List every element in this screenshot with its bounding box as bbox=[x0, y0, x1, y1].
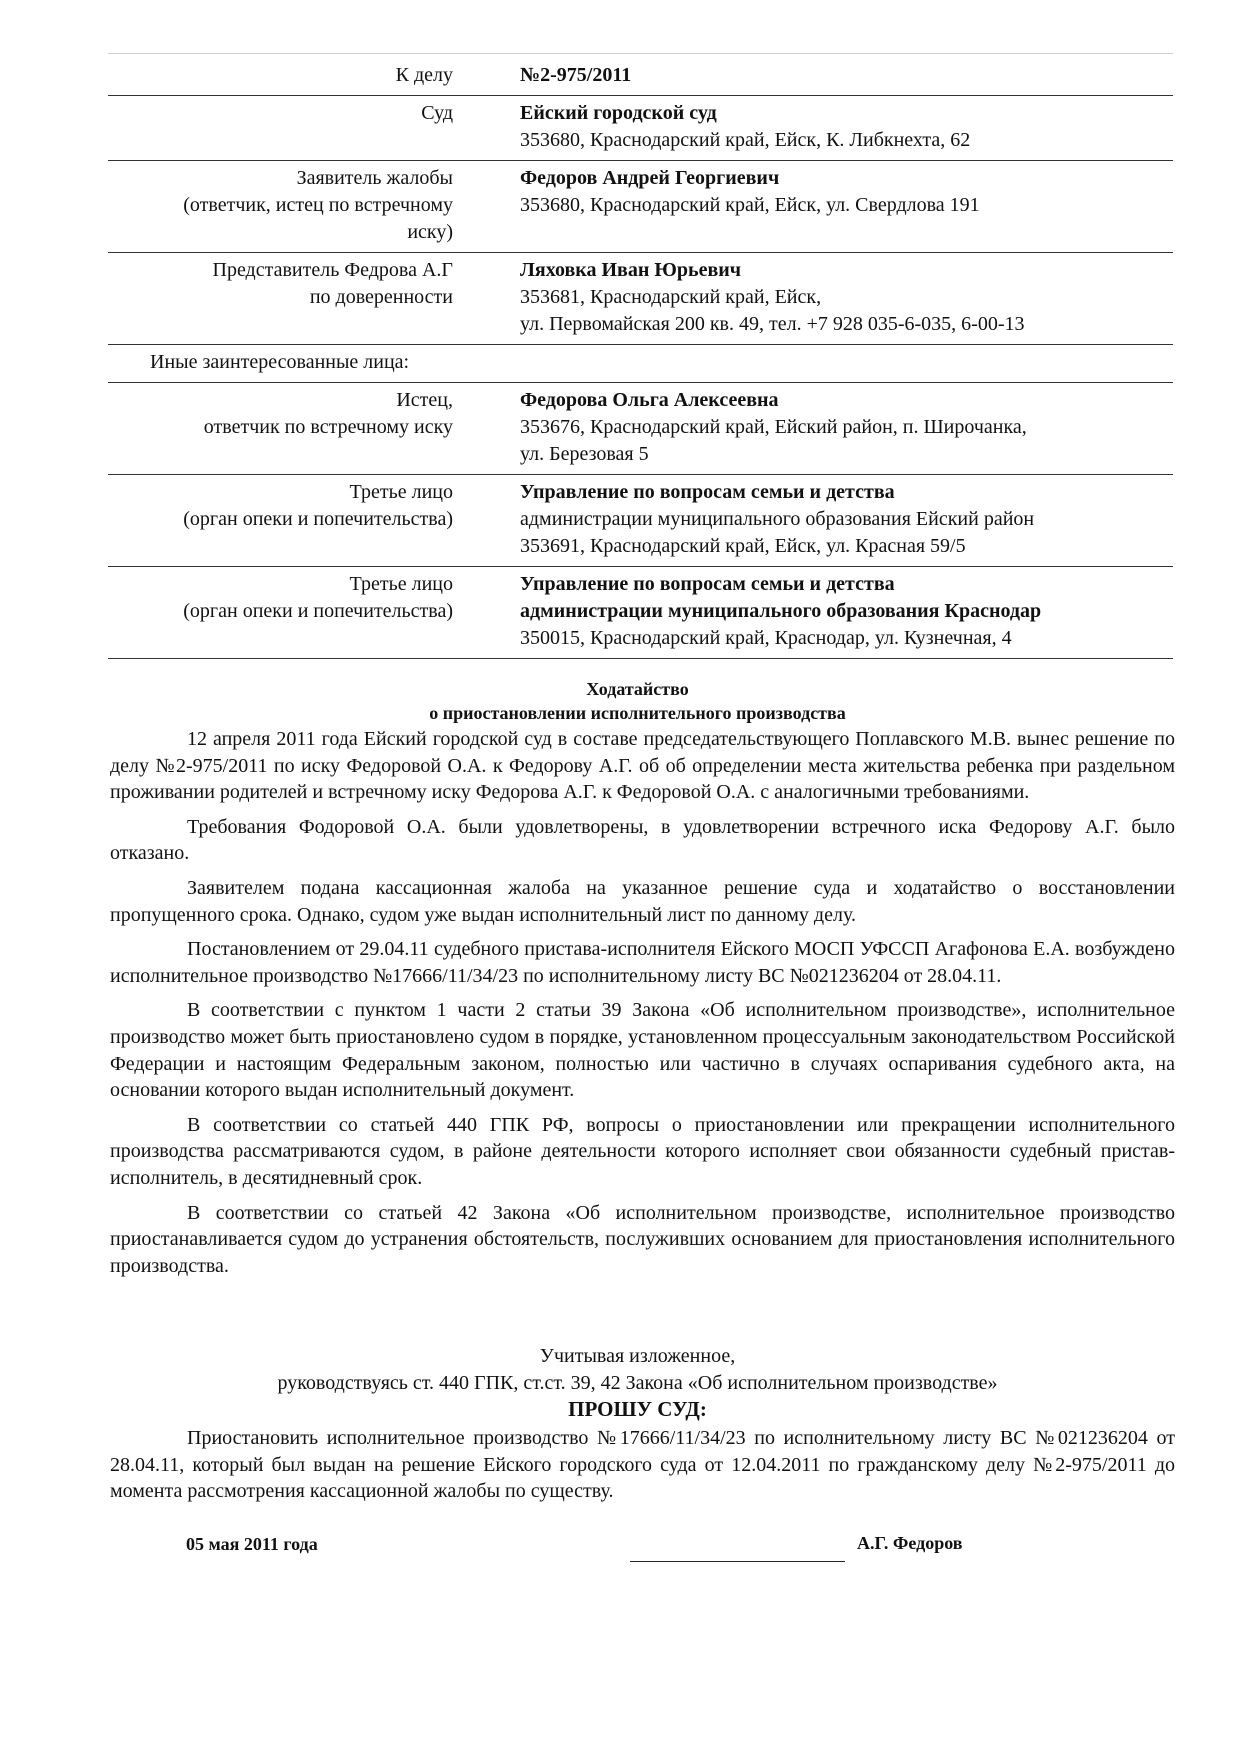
document-title: Ходатайство bbox=[586, 679, 689, 699]
signatory-name: А.Г. Федоров bbox=[857, 1533, 963, 1553]
applicant-label bbox=[108, 161, 453, 252]
paragraph: В соответствии с пунктом 1 части 2 статьи 39 Закона «Об исполнительном производстве», исполнительное производство может быть приостановлено судом в порядке, установленном процессуальным законодательством Российской Федерации и настоящим Федеральным законом, полностью или частично в случаях оспаривания судебного акта, на основании которого выдан исполнительный документ. bbox=[110, 999, 1175, 1102]
other-parties-empty bbox=[531, 345, 1173, 382]
third2-info bbox=[520, 567, 1170, 658]
third1-label-line: Третье лицо bbox=[349, 481, 453, 503]
rep-info bbox=[520, 253, 1170, 344]
document-body bbox=[110, 726, 1175, 1287]
row-third-party-2 bbox=[108, 567, 1173, 659]
paragraph: Заявителем подана кассационная жалоба на указанное решение суда и ходатайство о восстановлении пропущенного срока. Однако, судом уже выдан исполнительный лист по данному делу. bbox=[110, 876, 1175, 926]
applicant-label-line: (ответчик, истец по встречному bbox=[183, 194, 453, 216]
rep-label-line: по доверенности bbox=[309, 286, 453, 308]
case-label: К делу bbox=[395, 64, 453, 86]
court-info bbox=[520, 96, 1170, 160]
paragraph: В соответствии со статьей 440 ГПК РФ, вопросы о приостановлении или прекращении исполнительного производства рассматриваются судом, в районе деятельности которого исполняет свои обязанности судебный пристав-исполнитель, в десятидневный срок. bbox=[110, 1113, 1175, 1189]
request-heading: ПРОШУ СУД: bbox=[568, 1397, 707, 1421]
plaintiff-name: Федорова Ольга Алексеевна bbox=[520, 389, 779, 411]
applicant-info bbox=[520, 161, 1170, 252]
rep-label-line: Представитель Федрова А.Г bbox=[212, 259, 453, 281]
applicant-label-line: иску) bbox=[407, 221, 453, 243]
applicant-address: 353680, Краснодарский край, Ейск, ул. Свердлова 191 bbox=[520, 194, 980, 216]
paragraph: В соответствии со статьей 42 Закона «Об исполнительном производстве, исполнительное производство приостанавливается судом до устранения обстоятельств, послуживших основанием для приостановления исполнительного производства. bbox=[110, 1201, 1175, 1277]
applicant-name: Федоров Андрей Георгиевич bbox=[520, 167, 780, 189]
third1-line: администрации муниципального образования Ейский район bbox=[520, 508, 1035, 530]
third2-line: администрации муниципального образования Краснодар bbox=[520, 600, 1042, 622]
paragraph: Постановлением от 29.04.11 судебного пристава-исполнителя Ейского МОСП УФССП Агафонова Е.А. возбуждено исполнительное производство №17666/11/34/23 по исполнительному листу ВС №021236204 от 28.04.11. bbox=[110, 938, 1175, 987]
court-address: 353680, Краснодарский край, Ейск, К. Либкнехта, 62 bbox=[520, 129, 971, 151]
plaintiff-label-line: Истец, bbox=[396, 389, 453, 411]
third2-label-line: (орган опеки и попечительства) bbox=[183, 600, 453, 622]
rep-address-line: ул. Первомайская 200 кв. 49, тел. +7 928 035-6-035, 6-00-13 bbox=[520, 313, 1025, 335]
document-subtitle: о приостановлении исполнительного производства bbox=[429, 703, 846, 723]
plaintiff-label bbox=[108, 383, 453, 474]
third1-name: Управление по вопросам семьи и детства bbox=[520, 481, 895, 503]
paragraph: Требования Фодоровой О.А. были удовлетворены, в удовлетворении встречного иска Федорову А.Г. было отказано. bbox=[110, 815, 1175, 865]
guided-by-line: руководствуясь ст. 440 ГПК, ст.ст. 39, 42 Закона «Об исполнительном производстве» bbox=[277, 1372, 998, 1394]
request-text: Приостановить исполнительное производство №17666/11/34/23 по исполнительному листу ВС №021236204 от 28.04.11, который был выдан на решение Ейского городского суда от 12.04.2011 по гражданскому делу №2-975/2011 до момента рассмотрения кассационной жалобы по существу. bbox=[110, 1427, 1175, 1503]
court-name: Ейский городской суд bbox=[520, 102, 717, 124]
request-block bbox=[110, 1425, 1175, 1513]
rep-name: Ляховка Иван Юрьевич bbox=[520, 259, 742, 281]
rep-address-line: 353681, Краснодарский край, Ейск, bbox=[520, 286, 822, 308]
third1-info bbox=[520, 475, 1170, 566]
case-header-table bbox=[108, 50, 1173, 659]
third1-label-line: (орган опеки и попечительства) bbox=[183, 508, 453, 530]
row-case bbox=[108, 58, 1173, 96]
paragraph: 12 апреля 2011 года Ейский городской суд в составе председательствующего Поплавского М.В. вынес решение по делу №2-975/2011 по иску Федоровой О.А. к Федорову А.Г. об об определении места жительства ребенка при раздельном проживании родителей и встречному иску Федорова А.Г. к Федоровой О.А. с аналогичными требованиями. bbox=[110, 728, 1175, 804]
row-court bbox=[108, 96, 1173, 161]
rep-label bbox=[108, 253, 453, 344]
other-parties-label: Иные заинтересованные лица: bbox=[150, 351, 410, 373]
applicant-label-line: Заявитель жалобы bbox=[296, 167, 453, 189]
third2-label-line: Третье лицо bbox=[349, 573, 453, 595]
row-other-parties bbox=[108, 345, 1173, 383]
case-number: №2-975/2011 bbox=[520, 64, 632, 86]
third2-name: Управление по вопросам семьи и детства bbox=[520, 573, 895, 595]
plaintiff-address-line: 353676, Краснодарский край, Ейский район, п. Широчанка, bbox=[520, 416, 1027, 438]
third2-address: 350015, Краснодарский край, Краснодар, ул. Кузнечная, 4 bbox=[520, 627, 1012, 649]
third1-label bbox=[108, 475, 453, 566]
plaintiff-info bbox=[520, 383, 1170, 474]
court-label: Суд bbox=[421, 102, 453, 124]
row-applicant bbox=[108, 161, 1173, 253]
row-third-party-1 bbox=[108, 475, 1173, 567]
considering-line: Учитывая изложенное, bbox=[539, 1345, 736, 1367]
third2-label bbox=[108, 567, 453, 658]
row-representative bbox=[108, 253, 1173, 345]
signature-date: 05 мая 2011 года bbox=[186, 1534, 318, 1554]
row-plaintiff bbox=[108, 383, 1173, 475]
signature-line bbox=[630, 1561, 845, 1562]
plaintiff-address-line: ул. Березовая 5 bbox=[520, 443, 649, 465]
third1-address: 353691, Краснодарский край, Ейск, ул. Красная 59/5 bbox=[520, 535, 966, 557]
plaintiff-label-line: ответчик по встречному иску bbox=[203, 416, 453, 438]
